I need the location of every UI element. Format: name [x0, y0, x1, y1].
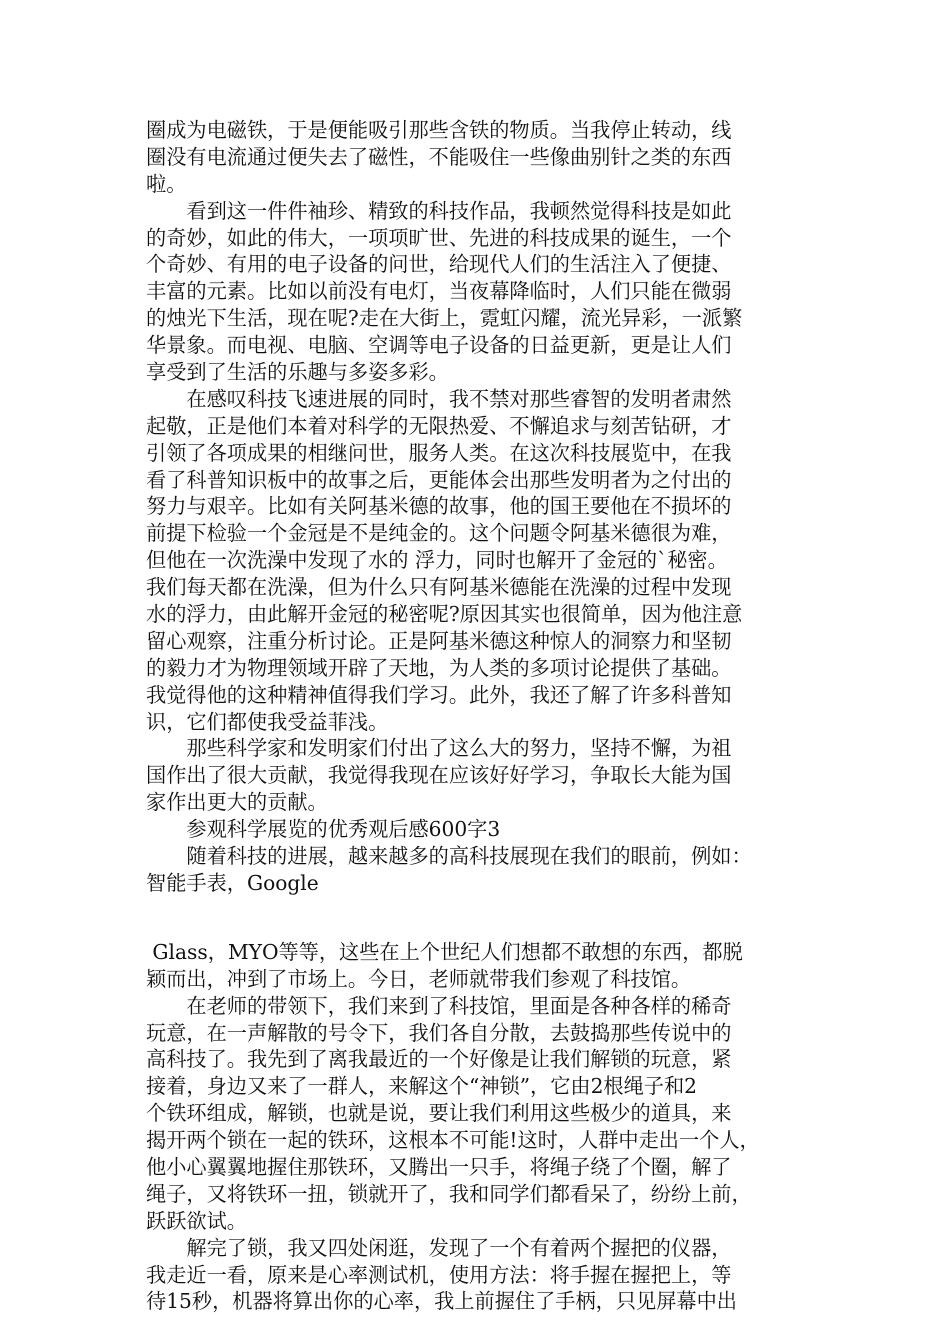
text-line: 丰富的元素。比如以前没有电灯，当夜幕降临时，人们只能在微弱: [146, 279, 732, 304]
text-line: 那些科学家和发明家们付出了这么大的努力，坚持不懈，为祖: [146, 736, 732, 761]
line-break-gap: [146, 897, 806, 939]
text-line: 起敬，正是他们本着对科学的无限热爱、不懈追求与刻苦钻研，才: [146, 413, 732, 438]
text-line: 的烛光下生活，现在呢?走在大街上，霓虹闪耀，流光异彩，一派繁: [146, 306, 743, 331]
text-line: 水的浮力，由此解开金冠的秘密呢?原因其实也很简单，因为他注意: [146, 602, 743, 627]
text-line: 颖而出，冲到了市场上。今日，老师就带我们参观了科技馆。: [146, 966, 692, 991]
text-line: 我走近一看，原来是心率测试机，使用方法：将手握在握把上，等: [146, 1262, 732, 1287]
text-line: 识，它们都使我受益菲浅。: [146, 709, 389, 734]
text-block-1: [146, 117, 806, 897]
text-line: 前提下检验一个金冠是不是纯金的。这个问题令阿基米德很为难，: [146, 521, 732, 546]
text-line: 智能手表，Google: [146, 870, 319, 895]
document-body: [146, 117, 806, 1315]
text-line: 看了科普知识板中的故事之后，更能体会出那些发明者为之付出的: [146, 467, 732, 492]
text-line: 但他在一次洗澡中发现了水的 浮力，同时也解开了金冠的`秘密。: [146, 548, 728, 573]
text-line: 在感叹科技飞速进展的同时，我不禁对那些睿智的发明者肃然: [146, 386, 732, 411]
text-line: 圈成为电磁铁，于是便能吸引那些含铁的物质。当我停止转动，线: [146, 118, 732, 142]
text-line: 圈没有电流通过便失去了磁性，不能吸住一些像曲别针之类的东西: [146, 144, 732, 169]
text-line: 他小心翼翼地握住那铁环，又腾出一只手，将绳子绕了个圈，解了: [146, 1154, 732, 1179]
text-line: 揭开两个锁在一起的铁环，这根本不可能!这时，人群中走出一个人，: [146, 1128, 760, 1153]
text-line: 个铁环组成，解锁，也就是说，要让我们利用这些极少的道具，来: [146, 1101, 732, 1126]
text-line: 我觉得他的这种精神值得我们学习。此外，我还了解了许多科普知: [146, 682, 732, 707]
text-line: 个奇妙、有用的电子设备的问世，给现代人们的生活注入了便捷、: [146, 252, 732, 277]
text-line: 玩意，在一声解散的号令下，我们各自分散，去鼓捣那些传说中的: [146, 1020, 732, 1045]
text-line: 绳子，又将铁环一扭，锁就开了，我和同学们都看呆了，纷纷上前，: [146, 1181, 752, 1206]
text-line: 在老师的带领下，我们来到了科技馆，里面是各种各样的稀奇: [146, 993, 732, 1018]
text-line: 待15秒，机器将算出你的心率，我上前握住了手柄，只见屏幕中出: [146, 1289, 737, 1314]
text-line: 随着科技的进展，越来越多的高科技展现在我们的眼前，例如：: [146, 844, 752, 869]
text-line: 努力与艰辛。比如有关阿基米德的故事，他的国王要他在不损坏的: [146, 494, 732, 519]
text-line: 华景象。而电视、电脑、空调等电子设备的日益更新，更是让人们: [146, 333, 732, 358]
text-line: 看到这一件件袖珍、精致的科技作品，我顿然觉得科技是如此: [146, 198, 732, 223]
text-line: 留心观察，注重分析讨论。正是阿基米德这种惊人的洞察力和坚韧: [146, 628, 732, 653]
text-line: 家作出更大的贡献。: [146, 790, 328, 815]
text-line: 的毅力才为物理领域开辟了天地，为人类的多项讨论提供了基础。: [146, 655, 732, 680]
text-line: 跃跃欲试。: [146, 1208, 247, 1233]
text-line: 啦。: [146, 171, 187, 196]
text-line: 享受到了生活的乐趣与多姿多彩。: [146, 360, 449, 385]
text-line: 我们每天都在洗澡，但为什么只有阿基米德能在洗澡的过程中发现: [146, 575, 732, 600]
text-line: 解完了锁，我又四处闲逛，发现了一个有着两个握把的仪器，: [146, 1235, 732, 1260]
text-block-2: [146, 939, 806, 1315]
section-heading: 参观科学展览的优秀观后感600字3: [146, 817, 501, 842]
text-line: 引领了各项成果的相继问世，服务人类。在这次科技展览中，在我: [146, 440, 732, 465]
text-line: 国作出了很大贡献，我觉得我现在应该好好学习，争取长大能为国: [146, 763, 732, 788]
text-line: 高科技了。我先到了离我最近的一个好像是让我们解锁的玩意，紧: [146, 1047, 732, 1072]
text-line: 的奇妙，如此的伟大，一项项旷世、先进的科技成果的诞生，一个: [146, 225, 732, 250]
text-line: Glass，MYO等等，这些在上个世纪人们想都不敢想的东西，都脱: [146, 939, 743, 964]
text-line: 接着，身边又来了一群人，来解这个“神锁”，它由2根绳子和2: [146, 1074, 698, 1099]
